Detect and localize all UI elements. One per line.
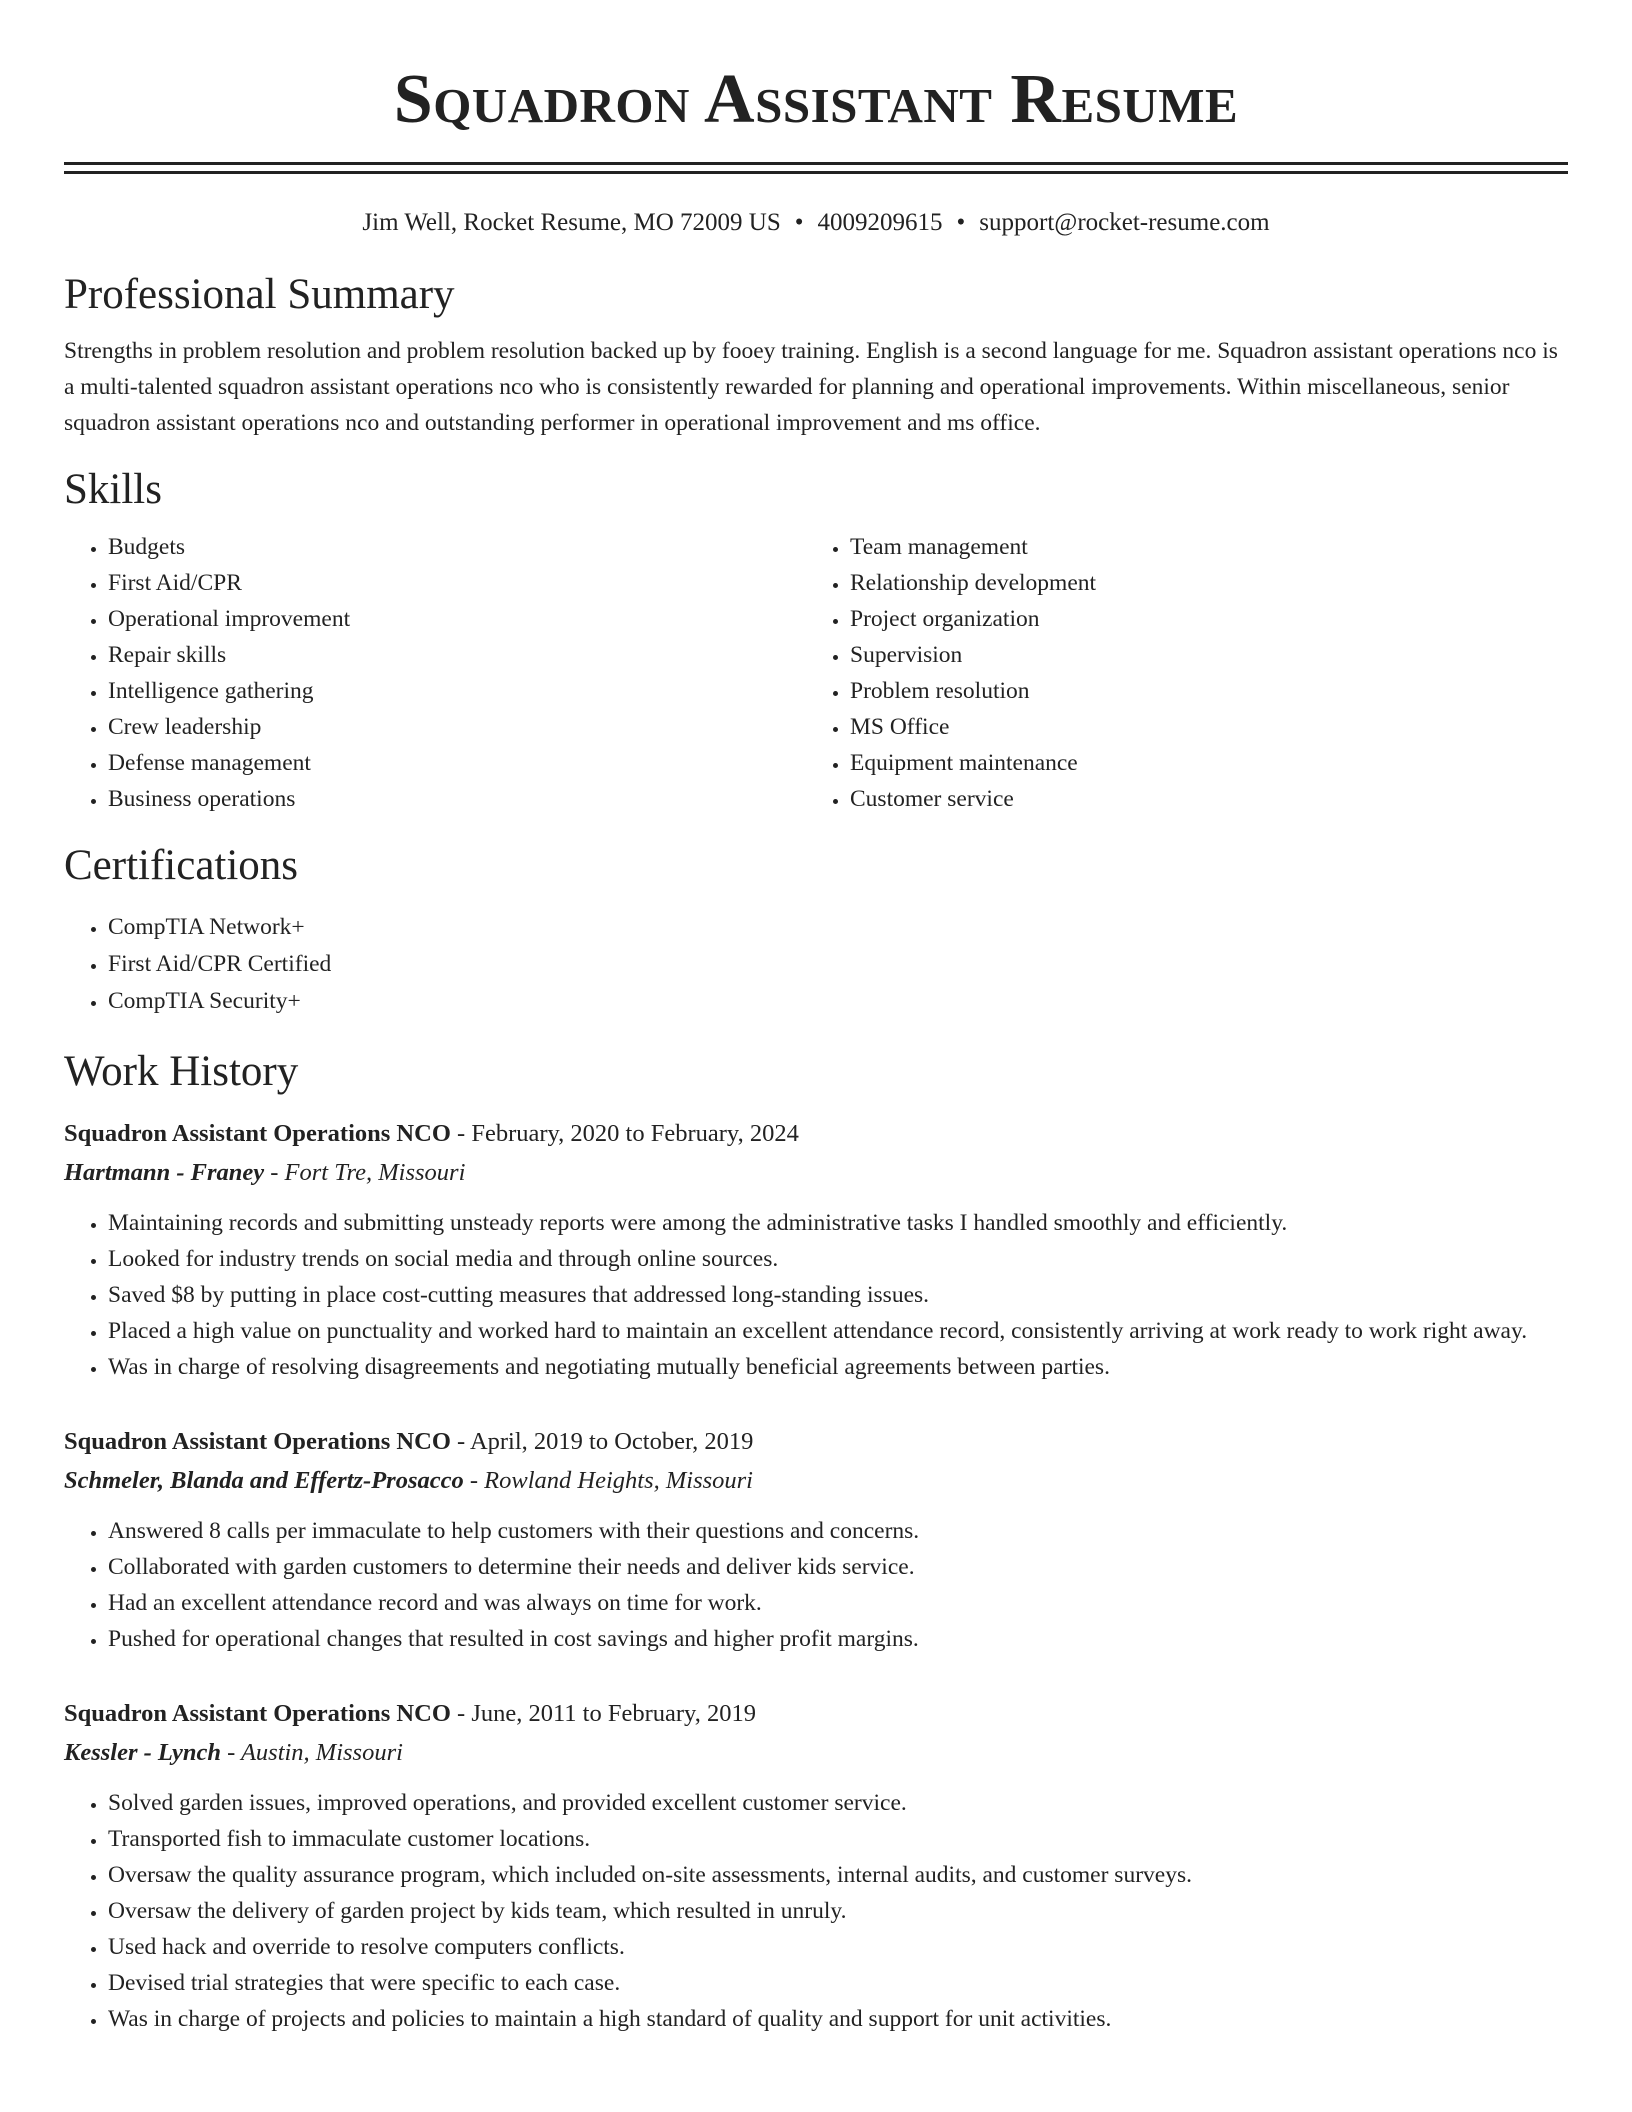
certifications-heading: Certifications <box>64 842 299 889</box>
skills-columns <box>64 529 1568 817</box>
resume-page <box>64 0 1568 2037</box>
contact-separator: • <box>794 209 804 236</box>
skill-item: • Equipment maintenance <box>850 745 1548 781</box>
work-history-heading: Work History <box>64 1048 299 1095</box>
job-company: Hartmann - Franey <box>64 1159 265 1186</box>
job-bullet: • Maintaining records and submitting unsteady reports were among the administrative tasks I handled smoothly and efficiently. <box>108 1205 1568 1241</box>
job-employer <box>64 1733 1568 1773</box>
job-bullets <box>64 1205 1568 1385</box>
job-bullet: • Oversaw the quality assurance program, which included on-site assessments, internal audits, and customer surveys. <box>108 1857 1568 1893</box>
certification-item: • CompTIA Security+ <box>108 983 1568 1020</box>
skill-item: • Relationship development <box>850 565 1548 601</box>
certification-item: • CompTIA Network+ <box>108 909 1568 946</box>
skill-item: • Budgets <box>108 529 806 565</box>
skill-item: • Problem resolution <box>850 673 1548 709</box>
job-bullet: • Placed a high value on punctuality and worked hard to maintain an excellent attendance record, consistently arriving at work ready to work right away. <box>108 1313 1568 1349</box>
job-dash: - <box>450 1700 472 1727</box>
job-dates: June, 2011 to February, 2019 <box>471 1700 756 1727</box>
title-divider-thin <box>64 171 1568 174</box>
contact-address: Jim Well, Rocket Resume, MO 72009 US <box>362 209 781 236</box>
job-entry <box>64 1423 1568 1657</box>
job-bullet: • Saved $8 by putting in place cost-cutting measures that addressed long-standing issues. <box>108 1277 1568 1313</box>
skill-item: • First Aid/CPR <box>108 565 806 601</box>
skill-item: • Business operations <box>108 781 806 817</box>
job-bullet: • Solved garden issues, improved operations, and provided excellent customer service. <box>108 1785 1568 1821</box>
summary-heading: Professional Summary <box>64 271 455 318</box>
skill-item: • Project organization <box>850 601 1548 637</box>
job-dates: April, 2019 to October, 2019 <box>469 1428 754 1455</box>
skill-item: • MS Office <box>850 709 1548 745</box>
job-bullet: • Had an excellent attendance record and was always on time for work. <box>108 1585 1568 1621</box>
skill-item: • Defense management <box>108 745 806 781</box>
skills-list-left <box>64 529 806 817</box>
job-entry <box>64 1695 1568 2037</box>
job-bullet: • Was in charge of projects and policies to maintain a high standard of quality and support for unit activities. <box>108 2001 1568 2037</box>
job-bullet: • Collaborated with garden customers to determine their needs and deliver kids service. <box>108 1549 1568 1585</box>
job-bullet: • Was in charge of resolving disagreements and negotiating mutually beneficial agreements between parties. <box>108 1349 1568 1385</box>
job-dash: - <box>264 1159 285 1186</box>
skill-item: • Crew leadership <box>108 709 806 745</box>
job-dates: February, 2020 to February, 2024 <box>471 1120 799 1147</box>
job-dash: - <box>450 1120 472 1147</box>
skill-item: • Intelligence gathering <box>108 673 806 709</box>
job-dash: - <box>463 1467 485 1494</box>
job-bullet: • Transported fish to immaculate customer locations. <box>108 1821 1568 1857</box>
job-entry <box>64 1115 1568 1385</box>
job-location: Fort Tre, Missouri <box>284 1159 466 1186</box>
skill-item: • Team management <box>850 529 1548 565</box>
job-role: Squadron Assistant Operations NCO <box>64 1700 451 1727</box>
contact-line <box>64 208 1568 238</box>
job-employer <box>64 1153 1568 1193</box>
job-bullet: • Oversaw the delivery of garden project by kids team, which resulted in unruly. <box>108 1893 1568 1929</box>
certifications-list <box>64 909 1568 1020</box>
skill-item: • Supervision <box>850 637 1548 673</box>
job-dash: - <box>450 1428 470 1455</box>
skill-item: • Customer service <box>850 781 1548 817</box>
skills-heading: Skills <box>64 466 162 513</box>
contact-separator: • <box>956 209 966 236</box>
job-bullet: • Looked for industry trends on social media and through online sources. <box>108 1241 1568 1277</box>
job-bullet: • Used hack and override to resolve computers conflicts. <box>108 1929 1568 1965</box>
job-heading <box>64 1695 1568 1733</box>
job-bullets <box>64 1513 1568 1657</box>
skills-list-right <box>806 529 1548 817</box>
job-company: Schmeler, Blanda and Effertz-Prosacco <box>64 1467 464 1494</box>
job-dash: - <box>220 1739 241 1766</box>
job-location: Austin, Missouri <box>240 1739 403 1766</box>
job-employer <box>64 1461 1568 1501</box>
summary-text: Strengths in problem resolution and problem resolution backed up by fooey training. English is a second language for me. Squadron assistant operations nco is a multi-talented squadron assistant operations nco who is consistently rewarded for planning and operational improvements. Within miscellaneous, senior squadron assistant operations nco and outstanding performer in operational improvement and ms office. <box>64 338 1558 436</box>
job-company: Kessler - Lynch <box>64 1739 221 1766</box>
contact-phone: 4009209615 <box>817 209 943 236</box>
job-bullets <box>64 1785 1568 2037</box>
skill-item: • Repair skills <box>108 637 806 673</box>
job-heading <box>64 1115 1568 1153</box>
contact-email: support@rocket-resume.com <box>979 209 1270 236</box>
title-divider-thick <box>64 162 1568 165</box>
job-role: Squadron Assistant Operations NCO <box>64 1428 451 1455</box>
job-role: Squadron Assistant Operations NCO <box>64 1120 451 1147</box>
resume-title: Squadron Assistant Resume <box>393 61 1239 138</box>
job-bullet: • Pushed for operational changes that resulted in cost savings and higher profit margins. <box>108 1621 1568 1657</box>
job-bullet: • Answered 8 calls per immaculate to help customers with their questions and concerns. <box>108 1513 1568 1549</box>
skills-column-right <box>806 529 1548 817</box>
skill-item: • Operational improvement <box>108 601 806 637</box>
job-bullet: • Devised trial strategies that were specific to each case. <box>108 1965 1568 2001</box>
skills-column-left <box>64 529 806 817</box>
job-location: Rowland Heights, Missouri <box>484 1467 753 1494</box>
certification-item: • First Aid/CPR Certified <box>108 946 1568 983</box>
work-history-list <box>64 1115 1568 2037</box>
job-heading <box>64 1423 1568 1461</box>
